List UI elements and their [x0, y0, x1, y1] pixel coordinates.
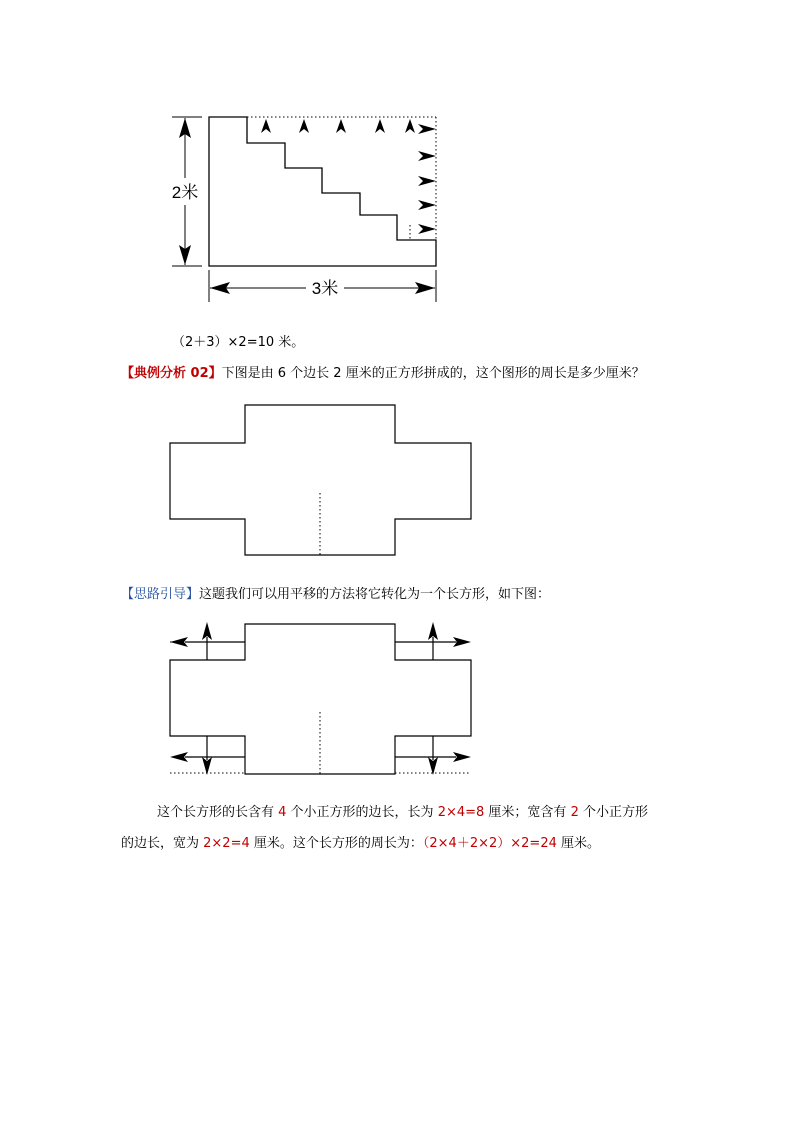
top-left-arrows: [170, 622, 245, 660]
guide-text: [121, 583, 550, 602]
height-dimension: [172, 117, 202, 266]
width-dimension: [209, 270, 436, 302]
bottom-right-arrows: [395, 736, 471, 775]
cross-outline: [170, 405, 471, 555]
explanation-line-1: 这个长方形的长含有 4 个小正方形的边长，长为 2×4=8 厘米；宽含有 2 个小正方形: [157, 805, 648, 820]
example-tag: 【典例分析 02】: [121, 366, 222, 381]
up-arrows: [261, 119, 415, 133]
bottom-left-arrows: [170, 736, 245, 775]
top-right-arrows: [395, 622, 471, 660]
cross-outline-2: [170, 624, 471, 774]
width-label: 3米: [311, 279, 339, 298]
example-question: [121, 362, 645, 381]
translation-figure: [0, 615, 794, 785]
guide-body: 这题我们可以用平移的方法将它转化为一个长方形，如下图：: [199, 587, 551, 602]
guide-tag: 【思路引导】: [121, 587, 200, 602]
staircase-outline: [209, 117, 436, 266]
explanation-line-2: 的边长，宽为 2×2=4 厘米。这个长方形的周长为：（2×4＋2×2）×2=24 厘米。: [121, 836, 600, 851]
example-text: 下图是由 6 个边长 2 厘米的正方形拼成的，这个图形的周长是多少厘米？: [221, 366, 645, 381]
right-arrows: [418, 124, 436, 234]
cross-figure: [0, 395, 794, 575]
height-label: 2米: [171, 183, 199, 202]
formula-line: （2＋3）×2=10 米。: [172, 335, 305, 350]
staircase-figure: [0, 0, 794, 330]
